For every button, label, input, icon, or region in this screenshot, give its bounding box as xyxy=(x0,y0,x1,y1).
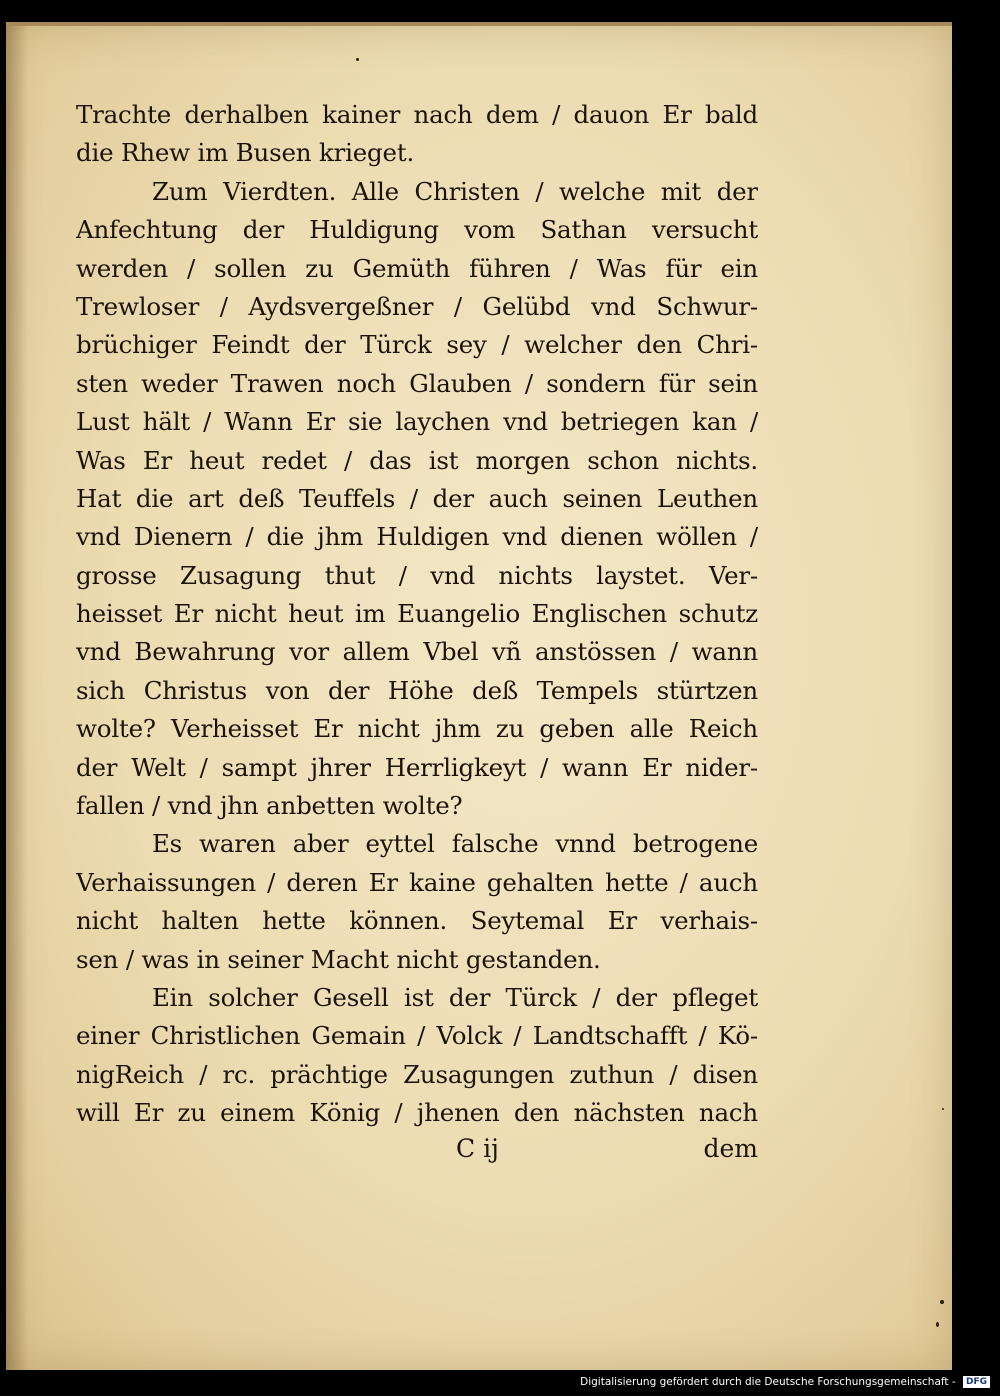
text-line: Anfechtung der Huldigung vom Sathan versucht xyxy=(76,215,758,245)
signature-mark: C ij xyxy=(456,1134,499,1163)
text-line: nicht halten hette können. Seytemal Er verhais- xyxy=(76,906,758,936)
text-line: Es waren aber eyttel falsche vnnd betrogene xyxy=(152,829,758,859)
text-line: brüchiger Feindt der Türck sey / welcher den Chri- xyxy=(76,330,758,360)
ink-speck xyxy=(936,1322,939,1327)
dfg-logo: DFG xyxy=(963,1376,990,1388)
text-line: Zum Vierdten. Alle Christen / welche mit der xyxy=(152,176,758,206)
text-line: sen / was in seiner Macht nicht gestanden. xyxy=(76,944,601,974)
text-line: Was Er heut redet / das ist morgen schon nichts. xyxy=(76,445,758,475)
text-line: werden / sollen zu Gemüth führen / Was für ein xyxy=(76,253,758,283)
text-line: sten weder Trawen noch Glauben / sondern für sein xyxy=(76,368,758,398)
text-line: fallen / vnd jhn anbetten wolte? xyxy=(76,791,463,821)
text-line: wolte? Verheisset Er nicht jhm zu geben alle Reich xyxy=(76,714,758,744)
gutter-shadow xyxy=(6,26,28,1370)
text-line: sich Christus von der Höhe deß Tempels stürtzen xyxy=(76,675,758,705)
body-text xyxy=(76,96,758,1133)
text-line: heisset Er nicht heut im Euangelio Englischen schutz xyxy=(76,599,758,629)
credit-text: Digitalisierung gefördert durch die Deutsche Forschungsgemeinschaft - xyxy=(580,1376,956,1388)
text-line: nigReich / rc. prächtige Zusagungen zuthun / disen xyxy=(76,1059,758,1089)
text-line: grosse Zusagung thut / vnd nichts laystet. Ver- xyxy=(76,560,758,590)
text-line: Lust hält / Wann Er sie laychen vnd betriegen kan / xyxy=(76,407,758,437)
page-footer-line xyxy=(76,1134,758,1174)
text-line: vnd Dienern / die jhm Huldigen vnd dienen wöllen / xyxy=(76,522,758,552)
text-line: die Rhew im Busen krieget. xyxy=(76,138,415,168)
text-line: Trachte derhalben kainer nach dem / dauon Er bald xyxy=(76,100,758,129)
ink-speck xyxy=(940,1300,944,1304)
text-line: vnd Bewahrung vor allem Vbel vñ anstössen / wann xyxy=(76,637,758,667)
ink-speck xyxy=(356,58,359,61)
text-line: will Er zu einem König / jhenen den nächsten nach xyxy=(76,1098,758,1128)
catchword: dem xyxy=(703,1134,758,1163)
text-line: Hat die art deß Teuffels / der auch seinen Leuthen xyxy=(76,483,758,513)
text-line: der Welt / sampt jhrer Herrligkeyt / wann Er nider- xyxy=(76,752,758,782)
digitization-credit xyxy=(580,1376,990,1390)
text-line: Trewloser / Aydsvergeßner / Gelübd vnd Schwur- xyxy=(76,291,758,321)
text-line: Verhaissungen / deren Er kaine gehalten hette / auch xyxy=(76,867,758,897)
text-line: Ein solcher Gesell ist der Türck / der pfleget xyxy=(152,982,758,1012)
text-line: einer Christlichen Gemain / Volck / Landtschafft / Kö- xyxy=(76,1021,758,1051)
ink-speck xyxy=(942,1108,944,1110)
